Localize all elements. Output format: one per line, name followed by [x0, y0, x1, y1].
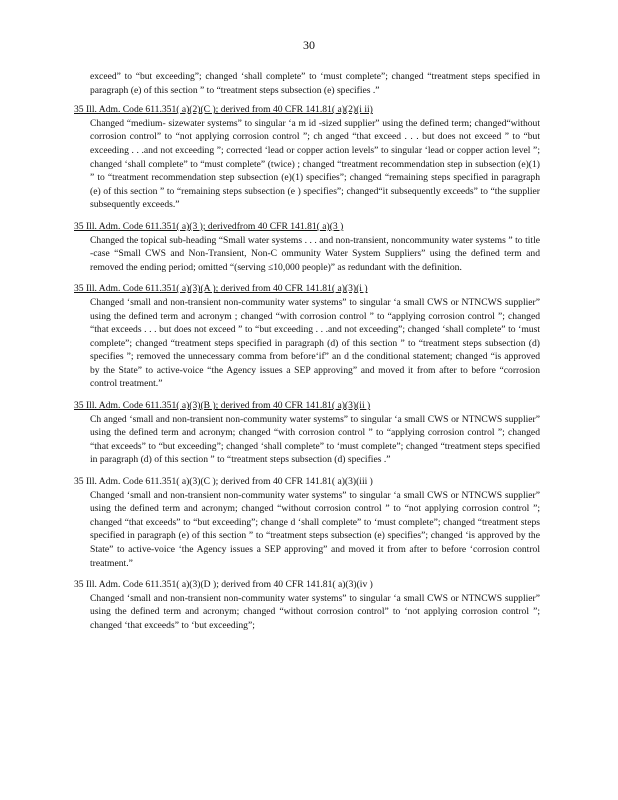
change-note: Changed ‘small and non-transient non-community water systems” to singular ‘a small CWS or NTNCWS supplier” using the defined term and acronym ; changed “with corrosion control ” to “applying corrosion control ”; changed “that exceeds . . . but does not exceed ” to “but exceeding . . .and not exceeding”; changed ‘shall complete” to ‘must complete”; changed “treatment steps specified in paragraph (d) of this section ” to “treatment steps subsection (d) specifies ”; removed the unnecessary comma from before‘if” an d the conditional statement; changed “is approved by the State” to active-voice “the Agency issues a SEP approving” and moved it from after to before “corrosion control treatment.”	[90, 296, 540, 390]
citation: 35 Ill. Adm. Code 611.351( a)(2)(C ); derived from 40 CFR 141.81( a)(2)(i ii)	[74, 104, 373, 116]
entry	[74, 475, 540, 570]
entry	[74, 578, 540, 632]
citation: 35 Ill. Adm. Code 611.351( a)(3 ); derivedfrom 40 CFR 141.81( a)(3 )	[74, 220, 344, 232]
change-note: Changed “medium- sizewater systems” to singular ‘a m id -sized supplier” using the defined term; changed“without corrosion control” to “not applying corrosion control ”; ch anged “that exceed . . . but does not exceed ” to “but exceeding . . .and not exceeding ”; corrected ‘lead or copper action levels” to singular ‘lead or copper action level ”; changed ‘shall complete” to “must complete” (twice) ; changed “treatment recommendation step in subsection (e)(1) ” to “treatment recommendation step subsection (e)(1) specifies”; changed “remaining steps specified in paragraph (e) of this section ” to “remaining steps subsection (e ) specifies”; changed“it subsequently exceeds” to “the supplier subsequently exceeds.”	[90, 117, 540, 211]
entry	[74, 220, 540, 274]
page-number: 30	[303, 38, 315, 52]
change-note: Changed ‘small and non-transient non-community water systems” to singular ‘a small CWS or NTNCWS supplier” using the defined term and acronym; changed “without corrosion control” to ‘not applying corrosion control ”; changed ‘that exceeds” to ‘but exceeding”;	[90, 592, 540, 631]
citation: 35 Ill. Adm. Code 611.351( a)(3)(B ); derived from 40 CFR 141.81( a)(3)(ii )	[74, 400, 371, 412]
entry	[74, 399, 540, 467]
document-body	[74, 70, 540, 641]
citation: 35 Ill. Adm. Code 611.351( a)(3)(C ); derived from 40 CFR 141.81( a)(3)(iii )	[74, 476, 373, 488]
continuation-paragraph: exceed” to “but exceeding”; changed ‘shall complete” to ‘must complete”; changed “treatment steps specified in paragraph (e) of this section ” to “treatment steps subsection (e) specifies .”	[90, 71, 540, 96]
citation: 35 Ill. Adm. Code 611.351( a)(3)(A ); derived from 40 CFR 141.81( a)(3)(i )	[74, 283, 368, 295]
citation: 35 Ill. Adm. Code 611.351( a)(3)(D ); derived from 40 CFR 141.81( a)(3)(iv )	[74, 579, 373, 591]
change-note: Changed the topical sub-heading “Small water systems . . . and non-transient, noncommunity water systems ” to title -case “Small CWS and Non-Transient, Non-C ommunity Water System Suppliers” using the defined term and removed the ending period; omitted “(serving ≤10,000 people)” as redundant with the definition.	[90, 234, 540, 273]
entry	[74, 282, 540, 391]
change-note: Changed ‘small and non-transient non-community water systems” to singular ‘a small CWS or NTNCWS supplier” using the defined term and acronym; changed “without corrosion control ” to “not applying corrosion control ”; changed “that exceeds” to “but exceeding”; change d ‘shall complete” to ‘must complete”; changed “treatment steps specified in paragraph (e) of this section ” to “treatment steps subsection (e) specifies”; changed ‘is approved by the State” to active-voice ‘the Agency issues a SEP approving” and moved it from after to before ‘corrosion control treatment.”	[90, 489, 540, 569]
entry	[74, 103, 540, 212]
change-note: Ch anged ‘small and non-transient non-community water systems” to singular ‘a small CWS or NTNCWS supplier” using the defined term and acronym; changed “with corrosion control ” to “applying corrosion control ”; changed “that exceeds” to “but exceeding”; changed ‘shall complete” to ‘must complete”; changed “treatment steps specified in paragraph (d) of this section ” to “treatment steps subsection (d) specifies .”	[90, 413, 540, 466]
